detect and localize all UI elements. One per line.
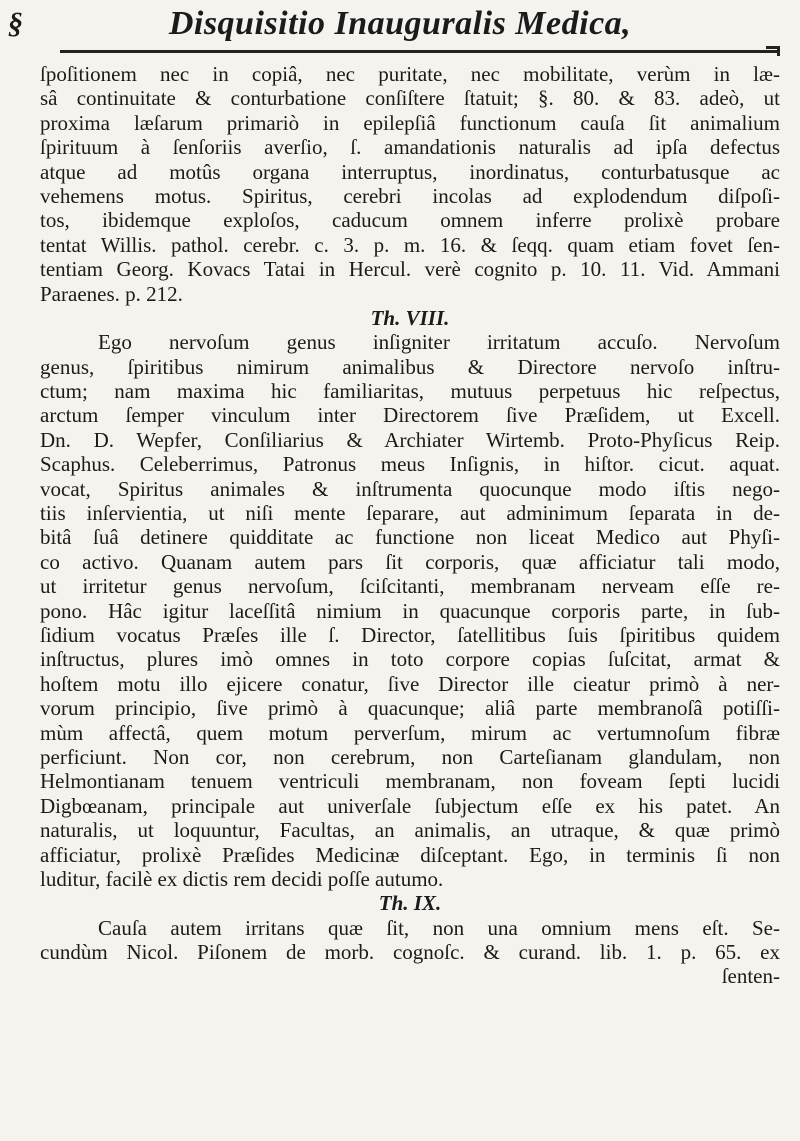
text-line: Dn. D. Wepfer, Conſiliarius & Archiater Wirtemb. Proto-Phyſicus Reip. bbox=[40, 427, 780, 452]
text-line: Scaphus. Celeberrimus, Patronus meus Inſignis, in hiſtor. cicut. aquat. bbox=[40, 452, 780, 477]
text-line: tiis inſervientia, ut niſi mente ſeparare, aut adminimum ſeparata in de- bbox=[40, 501, 780, 526]
page-header bbox=[0, 0, 800, 58]
text-line: vorum principio, ſive primò à quacunque; aliâ parte membranoſâ potiſſi- bbox=[40, 696, 780, 721]
text-line: vehemens motus. Spiritus, cerebri incolas ad explodendum diſpoſi- bbox=[40, 183, 780, 208]
text-line: genus, ſpiritibus nimirum animalibus & Directore nervoſo inſtru- bbox=[40, 354, 780, 379]
text-line: bitâ ſuâ detinere quidditate ac functione non liceat Medico aut Phyſi- bbox=[40, 525, 780, 550]
text-line: arctum ſemper vinculum inter Directorem ſive Præſidem, ut Excell. bbox=[40, 403, 780, 428]
text-line: luditur, facilè ex dictis rem decidi poſſe autumo. bbox=[40, 866, 444, 891]
section-heading: Th. IX. bbox=[378, 891, 442, 916]
text-line: Ego nervoſum genus inſigniter irritatum accuſo. Nervoſum bbox=[98, 330, 780, 355]
text-line: Paraenes. p. 212. bbox=[40, 281, 183, 306]
text-line: Helmontianam tenuem ventriculi membranam, non foveam ſepti lucidi bbox=[40, 769, 780, 794]
page-marker: § bbox=[8, 7, 23, 40]
text-body bbox=[40, 62, 780, 989]
text-line: tentat Willis. pathol. cerebr. c. 3. p. m. 16. & ſeqq. quam etiam fovet ſen- bbox=[40, 232, 780, 257]
running-head: Disquisitio Inauguralis Medica, bbox=[168, 5, 632, 42]
text-line: vocat, Spiritus animales & inſtrumenta quocunque modo iſtis nego- bbox=[40, 476, 780, 501]
text-line: pono. Hâc igitur laceſſitâ nimium in quacunque corporis parte, in ſub- bbox=[40, 598, 780, 623]
text-line: tentiam Georg. Kovacs Tatai in Hercul. verè cognito p. 10. 11. Vid. Ammani bbox=[40, 257, 780, 282]
text-line: hoſtem motu illo ejicere conatur, ſive Director ille cieatur primò à ner- bbox=[40, 671, 780, 696]
text-line: atque ad motûs organa interruptus, inordinatus, conturbatusque ac bbox=[40, 159, 780, 184]
text-line: tos, ibidemque exploſos, caducum omnem inferre prolixè probare bbox=[40, 208, 780, 233]
text-line: Cauſa autem irritans quæ ſit, non una omnium mens eſt. Se- bbox=[98, 915, 780, 940]
text-line: ſenten- bbox=[721, 964, 780, 989]
text-line: naturalis, ut loquuntur, Facultas, an animalis, an utraque, & quæ primò bbox=[40, 818, 780, 843]
text-line: ſpirituum à ſenſoriis averſio, ſ. amandationis naturalis ad ipſa defectus bbox=[40, 135, 780, 160]
text-line: cundùm Nicol. Piſonem de morb. cognoſc. & curand. lib. 1. p. 65. ex bbox=[40, 940, 780, 965]
text-line: mùm affectâ, quem motum perverſum, mirum ac vertumnoſum fibræ bbox=[40, 720, 780, 745]
text-line: inſtructus, plures imò omnes in toto corpore copias ſuſcitat, armat & bbox=[40, 647, 780, 672]
text-line: Digbœanam, principale aut univerſale ſubjectum eſſe ex his patet. An bbox=[40, 793, 780, 818]
text-line: sâ continuitate & conturbatione conſiſtere ſtatuit; §. 80. & 83. adeò, ut bbox=[40, 86, 780, 111]
section-heading: Th. VIII. bbox=[370, 305, 450, 330]
header-rule bbox=[60, 50, 778, 53]
text-line: proxima læſarum primariò in epilepſiâ functionum cauſa ſit animalium bbox=[40, 110, 780, 135]
header-rule-end bbox=[766, 46, 780, 56]
text-line: ut irritetur genus nervoſum, ſciſcitanti, membranam nerveam eſſe re- bbox=[40, 574, 780, 599]
text-line: co activo. Quanam autem pars ſit corporis, quæ afficiatur tali modo, bbox=[40, 549, 780, 574]
text-line: ſidium vocatus Præſes ille ſ. Director, ſatellitibus ſuis ſpiritibus quidem bbox=[40, 622, 780, 647]
text-line: perficiunt. Non cor, non cerebrum, non Carteſianam glandulam, non bbox=[40, 744, 780, 769]
text-line: afficiatur, prolixè Præſides Medicinæ diſceptant. Ego, in terminis ſi non bbox=[40, 842, 780, 867]
text-line: ctum; nam maxima hic familiaritas, mutuus perpetuus hic reſpectus, bbox=[40, 379, 780, 404]
text-line: ſpoſitionem nec in copiâ, nec puritate, nec mobilitate, verùm in læ- bbox=[40, 62, 780, 86]
